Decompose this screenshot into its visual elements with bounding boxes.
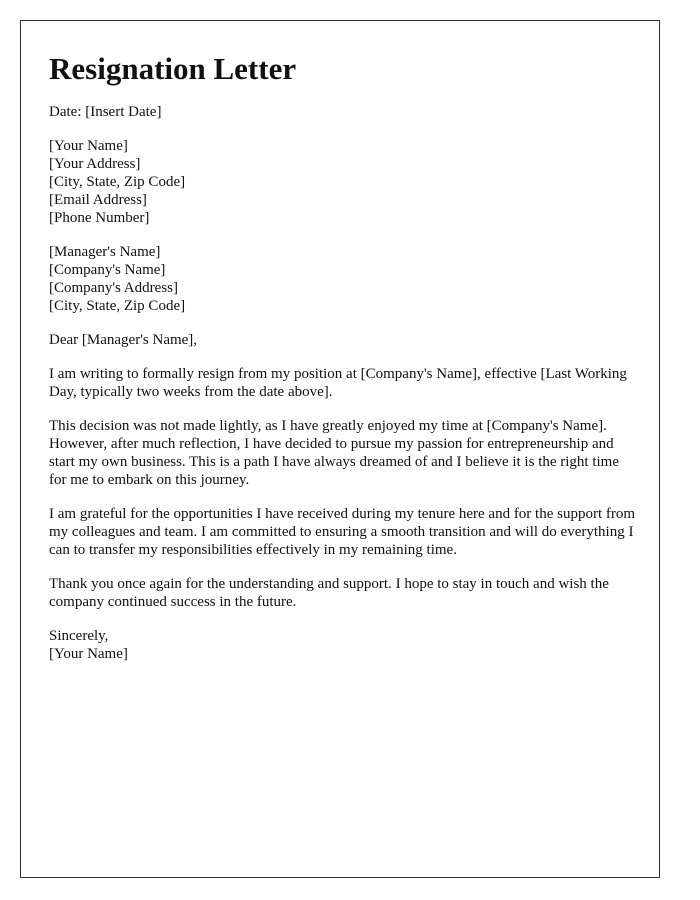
sender-phone: [Phone Number]	[49, 210, 150, 226]
recipient-city-state-zip: [City, State, Zip Code]	[49, 298, 186, 314]
sender-address-block	[49, 137, 639, 227]
recipient-address-block	[49, 243, 639, 315]
letter-title: Resignation Letter	[49, 51, 297, 86]
sender-address: [Your Address]	[49, 156, 141, 172]
signature: [Your Name]	[49, 646, 128, 662]
salutation: Dear [Manager's Name],	[49, 332, 198, 348]
body-paragraph: I am writing to formally resign from my position at [Company's Name], effective [Last Working Day, typically two weeks from the date above].	[49, 366, 627, 400]
body-paragraph: I am grateful for the opportunities I have received during my tenure here and for the support from my colleagues and team. I am committed to ensuring a smooth transition and will do everything I can to transfer my responsibilities effectively in my remaining time.	[49, 506, 636, 558]
closing: Sincerely,	[49, 628, 109, 644]
recipient-company-address: [Company's Address]	[49, 280, 178, 296]
sender-name: [Your Name]	[49, 138, 128, 154]
closing-block	[49, 627, 639, 663]
recipient-company-name: [Company's Name]	[49, 262, 166, 278]
body-paragraph: This decision was not made lightly, as I have greatly enjoyed my time at [Company's Name]. However, after much reflection, I have decided to pursue my passion for entrepreneurship and start my own business. This is a path I have always dreamed of and I believe it is the right time for me to embark on this journey.	[49, 418, 620, 488]
sender-city-state-zip: [City, State, Zip Code]	[49, 174, 186, 190]
sender-email: [Email Address]	[49, 192, 147, 208]
letter-page	[20, 20, 660, 878]
letter-content	[49, 49, 639, 679]
recipient-manager-name: [Manager's Name]	[49, 244, 161, 260]
body-paragraph: Thank you once again for the understanding and support. I hope to stay in touch and wish the company continued success in the future.	[49, 576, 609, 610]
date-line: Date: [Insert Date]	[49, 104, 162, 120]
